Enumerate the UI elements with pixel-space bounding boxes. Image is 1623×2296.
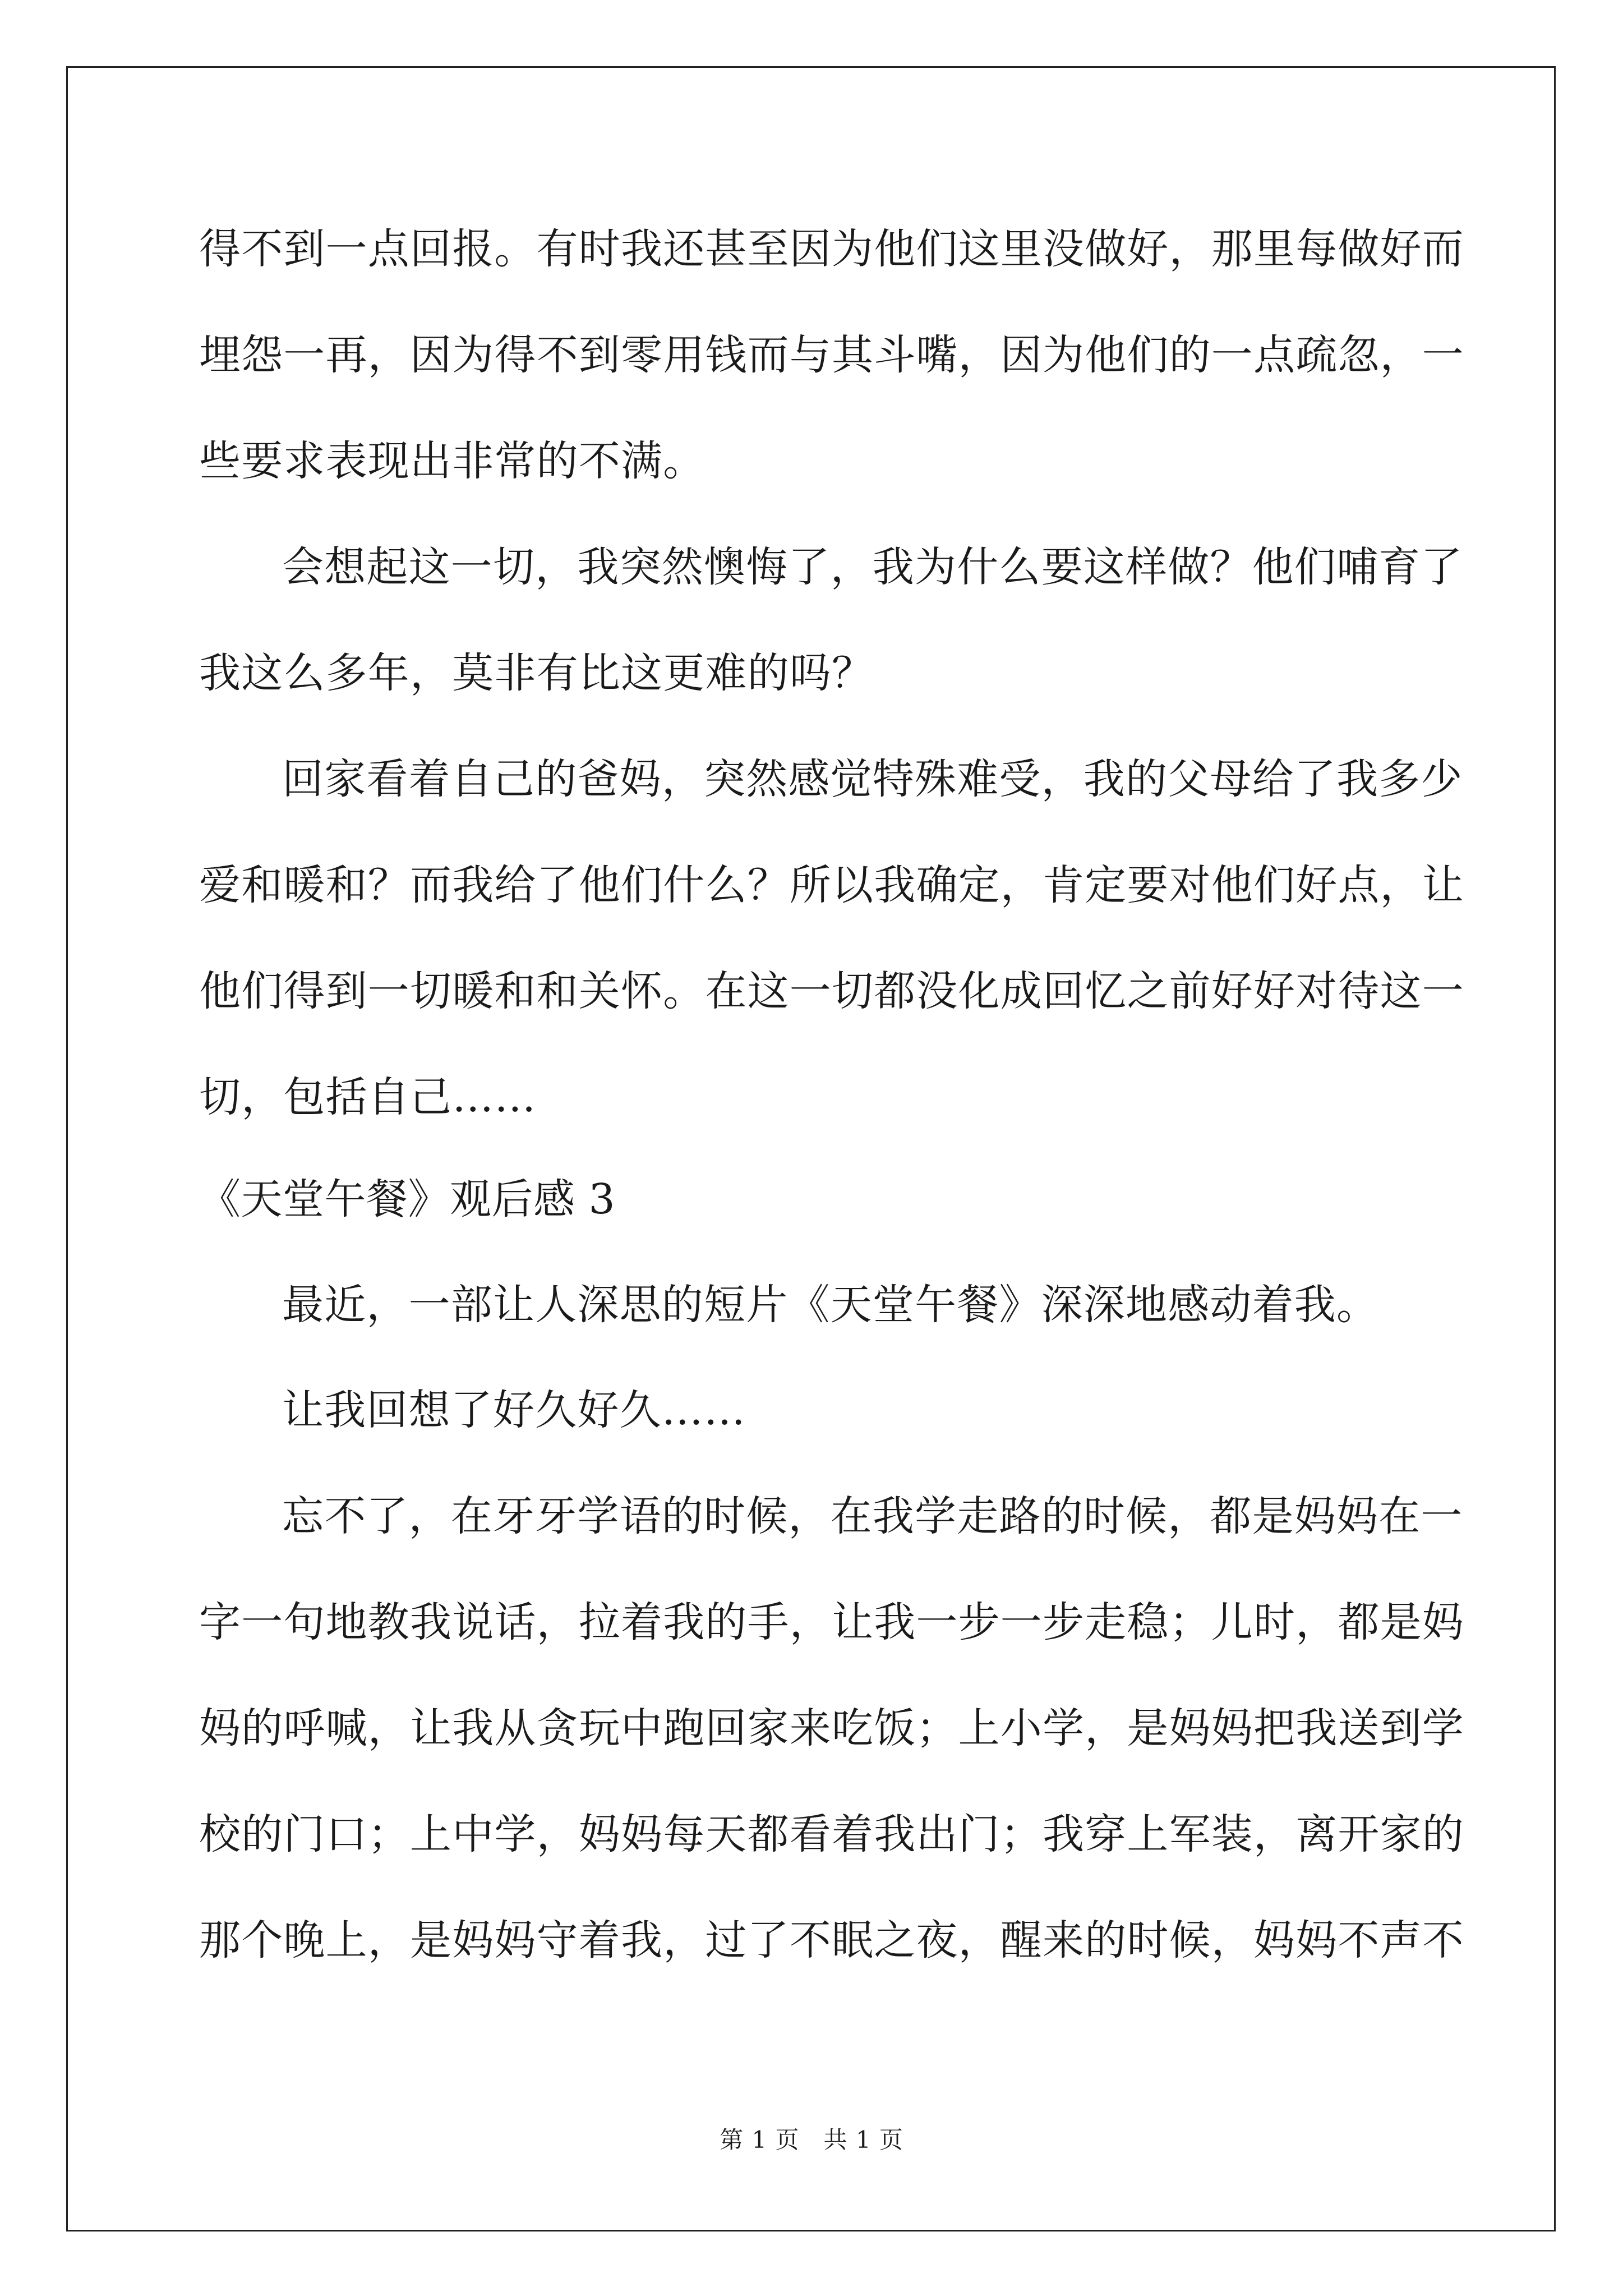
text-line: 校的门口；上中学，妈妈每天都看着我出门；我穿上军装，离开家的 (199, 1810, 1464, 1858)
text-line: 爱和暖和？而我给了他们什么？所以我确定，肯定要对他们好点，让 (199, 861, 1464, 909)
paragraph-start: 回家看着自己的爸妈，突然感觉特殊难受，我的父母给了我多少 (282, 755, 1463, 803)
page-footer: 第 1 页 共 1 页 (720, 2126, 903, 2154)
text-line: 些要求表现出非常的不满。 (199, 437, 706, 485)
page-border (66, 66, 1556, 2231)
text-line: 切，包括自己…… (199, 1073, 537, 1121)
paragraph-start: 忘不了，在牙牙学语的时候，在我学走路的时候，都是妈妈在一 (282, 1492, 1463, 1540)
text-line: 妈的呼喊，让我从贪玩中跑回家来吃饭；上小学，是妈妈把我送到学 (199, 1704, 1464, 1752)
section-heading: 《天堂午餐》观后感 3 (199, 1175, 616, 1223)
paragraph-start: 最近，一部让人深思的短片《天堂午餐》深深地感动着我。 (282, 1281, 1379, 1329)
text-line: 得不到一点回报。有时我还甚至因为他们这里没做好，那里每做好而 (199, 225, 1464, 273)
text-line: 埋怨一再，因为得不到零用钱而与其斗嘴，因为他们的一点疏忽，一 (199, 331, 1464, 379)
paragraph-start: 会想起这一切，我突然懊悔了，我为什么要这样做？他们哺育了 (282, 543, 1463, 591)
text-line: 字一句地教我说话，拉着我的手，让我一步一步走稳；儿时，都是妈 (199, 1598, 1464, 1646)
text-line: 他们得到一切暖和和关怀。在这一切都没化成回忆之前好好对待这一 (199, 967, 1464, 1015)
text-line: 我这么多年，莫非有比这更难的吗？ (199, 649, 874, 697)
text-line: 那个晚上，是妈妈守着我，过了不眠之夜，醒来的时候，妈妈不声不 (199, 1916, 1464, 1964)
paragraph-start: 让我回想了好久好久…… (282, 1386, 746, 1434)
